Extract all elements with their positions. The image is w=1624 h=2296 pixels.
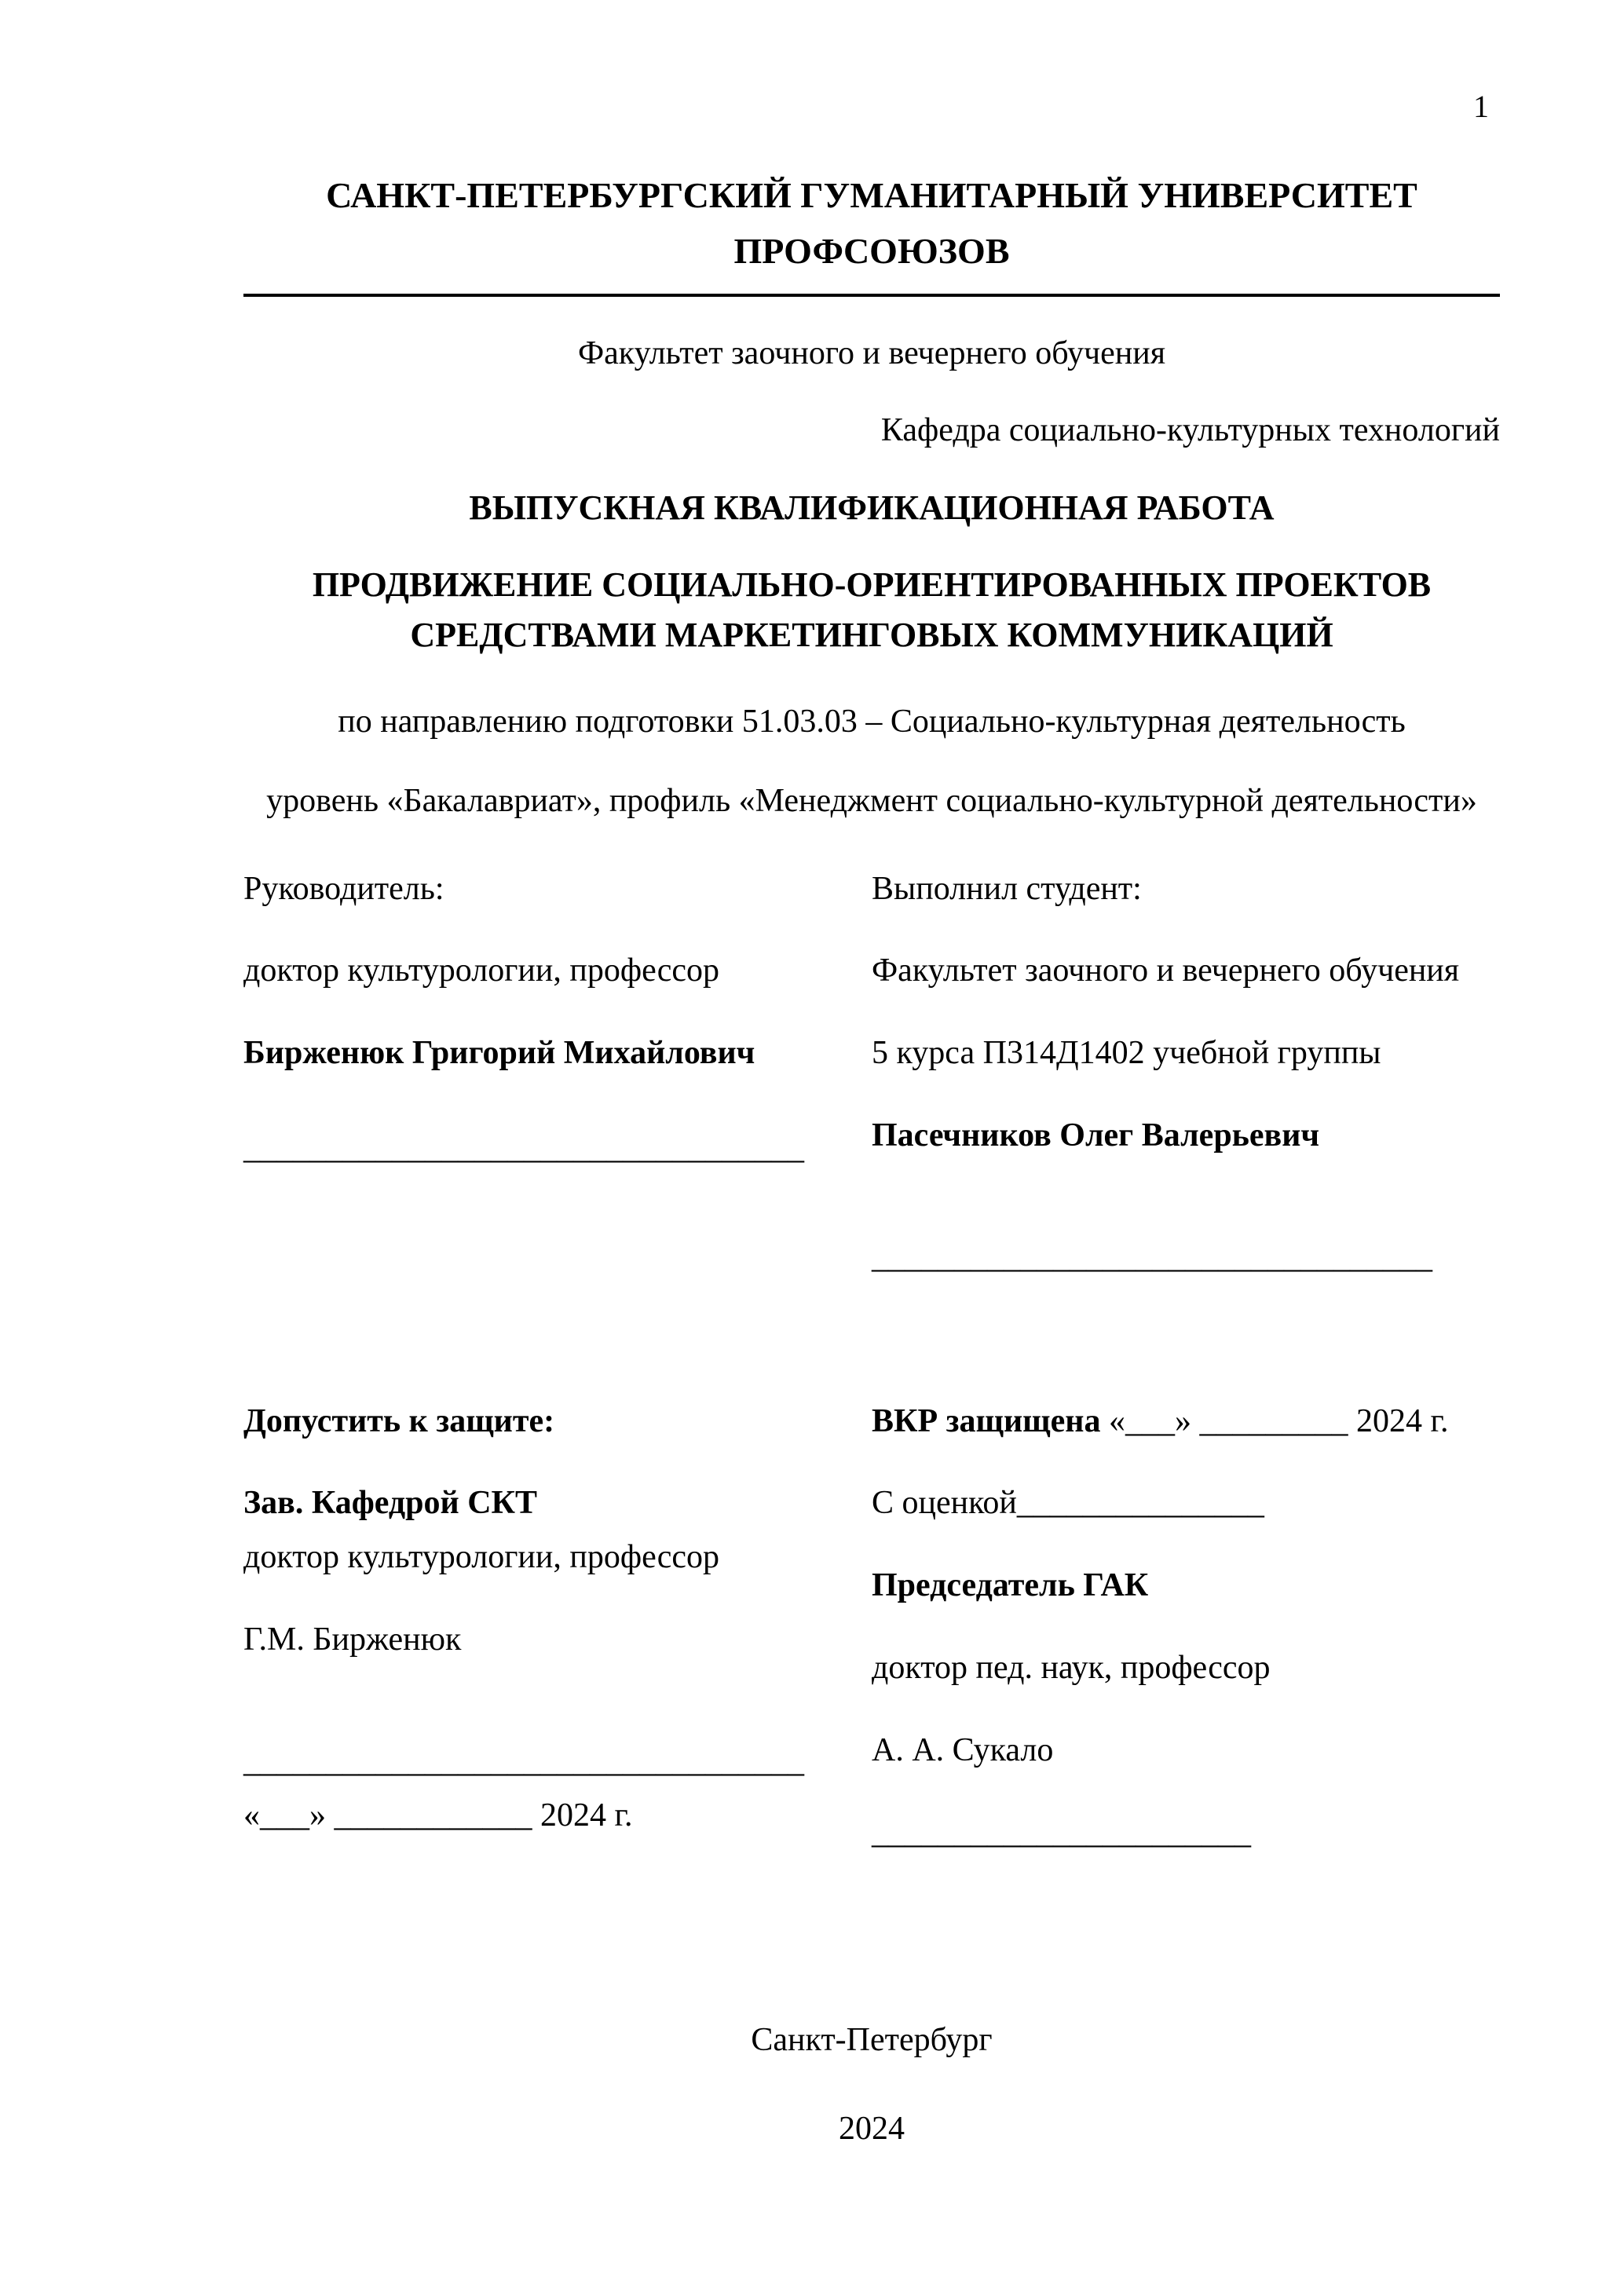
defense-column [872,1398,1500,1856]
student-name: Пасечников Олег Валерьевич [872,1117,1320,1153]
chairman-title: Председатель ГАК [872,1567,1149,1604]
direction-line: по направлению подготовки 51.03.03 – Социально-культурная деятельность [338,703,1406,740]
supervisor-name: Бирженюк Григорий Михайлович [243,1035,755,1072]
admission-column [243,1398,872,1856]
defense-grade-line: С оценкой_______________ [872,1485,1264,1522]
supervisor-column [243,866,872,1281]
work-type-title: ВЫПУСКНАЯ КВАЛИФИКАЦИОННАЯ РАБОТА [469,488,1275,528]
page-number: 1 [1473,89,1489,124]
student-faculty: Факультет заочного и вечернего обучения [872,952,1460,989]
supervisor-degree: доктор культурологии, профессор [243,952,720,989]
department-line: Кафедра социально-культурных технологий [880,412,1500,449]
faculty-line: Факультет заочного и вечернего обучения [577,335,1166,371]
admission-signature-line: __________________________________ [243,1742,804,1779]
supervisor-signature-line: __________________________________ [243,1129,804,1166]
student-group: 5 курса П314Д1402 учебной группы [872,1035,1381,1072]
university-header [243,167,1500,297]
admission-date-line: «___» ____________ 2024 г. [243,1797,633,1834]
university-name-line2: ПРОФСОЮЗОВ [733,231,1010,272]
university-name-line1: САНКТ-ПЕТЕРБУРГСКИЙ ГУМАНИТАРНЫЙ УНИВЕРСИТЕТ [326,175,1417,215]
level-profile-line: уровень «Бакалавриат», профиль «Менеджмент социально-культурной деятельности» [266,782,1477,819]
supervisor-label: Руководитель: [243,870,444,907]
chairman-degree: доктор пед. наук, профессор [872,1649,1271,1686]
defense-defended-label: ВКР защищена [872,1402,1101,1439]
footer-year: 2024 [839,2111,905,2148]
student-column [872,866,1500,1281]
department-head-title: Зав. Кафедрой СКТ [243,1485,538,1522]
footer-city: Санкт-Петербург [751,2022,993,2059]
chairman-signature-line: _______________________ [872,1814,1251,1851]
student-signature-line: __________________________________ [872,1238,1432,1275]
department-head-degree: доктор культурологии, профессор [243,1539,720,1576]
defense-date-line [872,1398,1500,1445]
chairman-name: А. А. Сукало [872,1731,1054,1768]
department-head-name: Г.М. Бирженюк [243,1621,462,1658]
signatures-top-block [243,866,1500,1281]
thesis-topic-title: ПРОДВИЖЕНИЕ СОЦИАЛЬНО-ОРИЕНТИРОВАННЫХ ПРОЕКТОВ СРЕДСТВАМИ МАРКЕТИНГОВЫХ КОММУНИКАЦИЙ [312,565,1432,654]
student-label: Выполнил студент: [872,870,1142,907]
admission-title: Допустить к защите: [243,1402,555,1439]
signatures-bottom-block [243,1398,1500,1856]
defense-date-blanks: «___» _________ 2024 г. [1100,1402,1449,1439]
